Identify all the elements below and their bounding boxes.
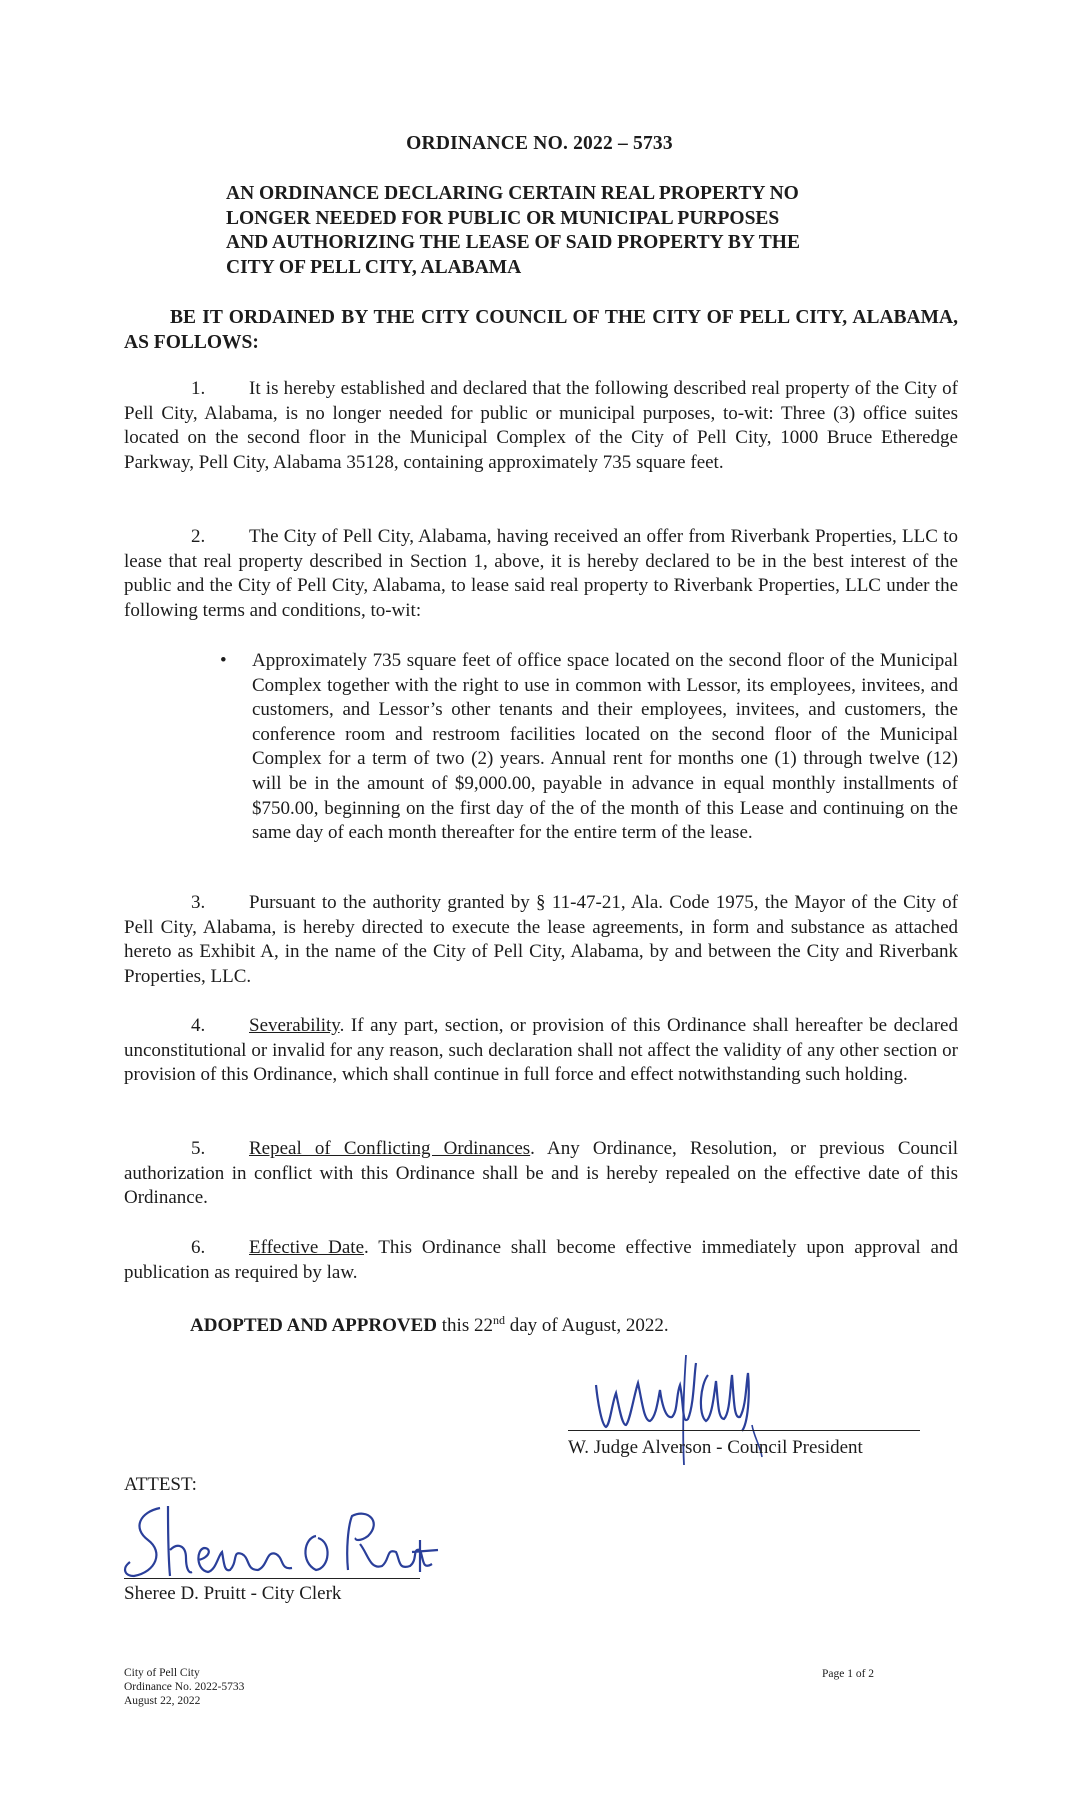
ordinance-heading	[226, 182, 886, 280]
section-number: 3.	[191, 892, 206, 913]
adoption-bold: ADOPTED AND APPROVED	[190, 1315, 438, 1336]
bullet-icon: •	[220, 650, 227, 671]
section-text: It is hereby established and declared that the following described real property of the City of Pell City, Alabama, is no longer needed for public or municipal purposes, to-wit: Three (3) office suites located on the second floor in the Municipal Complex of the City of Pell City, 1000 Bruce Etheredge Parkway, Pell City, Alabama 35128, containing approximately 735 square feet.	[124, 378, 958, 473]
heading-line: AND AUTHORIZING THE LEASE OF SAID PROPERTY BY THE	[226, 232, 800, 253]
bullet-text: Approximately 735 square feet of office space located on the second floor of the Municipal Complex together with the right to use in common with Lessor, its employees, invitees, and customers, and Lessor’s other tenants and their employees, invitees, and customers, the conference room and restroom facilities located on the second floor of the Municipal Complex for a term of two (2) years. Annual rent for months one (1) through twelve (12) will be in the amount of $9,000.00, payable in advance in equal monthly installments of $750.00, beginning on the first day of the of the month of this Lease and continuing on the same day of each month thereafter for the entire term of the lease.	[252, 650, 958, 844]
president-signature-caption: W. Judge Alverson - Council President	[568, 1437, 863, 1458]
section-number: 5.	[191, 1138, 206, 1159]
footer-line: City of Pell City	[124, 1667, 200, 1679]
president-signature-line	[568, 1430, 920, 1431]
section-number: 1.	[191, 378, 206, 399]
clerk-signature-caption: Sheree D. Pruitt - City Clerk	[124, 1583, 342, 1604]
ordaining-clause: BE IT ORDAINED BY THE CITY COUNCIL OF THE CITY OF PELL CITY, ALABAMA, AS FOLLOWS:	[124, 307, 958, 353]
heading-line: CITY OF PELL CITY, ALABAMA	[226, 256, 522, 278]
section-text: . Any Ordinance, Resolution, or previous Council authorization in conflict with this Ordinance shall be and is hereby repealed on the effective date of this Ordinance.	[124, 1138, 959, 1209]
section-label: Severability	[249, 1015, 340, 1036]
footer-line: August 22, 2022	[124, 1695, 201, 1707]
section-number: 4.	[191, 1015, 206, 1036]
adoption-sup: nd	[492, 1313, 505, 1327]
section-3	[124, 891, 958, 989]
attest-label: ATTEST:	[124, 1474, 197, 1495]
section-text: . This Ordinance shall become effective immediately upon approval and publication as required by law.	[124, 1237, 958, 1283]
section-1	[124, 377, 958, 475]
section-number: 6.	[191, 1237, 206, 1258]
ordinance-title: ORDINANCE NO. 2022 – 5733	[406, 133, 673, 154]
page-number: Page 1 of 2	[822, 1668, 875, 1680]
clerk-signature-scribble	[120, 1500, 440, 1590]
heading-line: LONGER NEEDED FOR PUBLIC OR MUNICIPAL PURPOSES	[226, 207, 780, 229]
section-number: 2.	[191, 526, 206, 547]
section-6	[124, 1236, 958, 1285]
footer-line: Ordinance No. 2022-5733	[124, 1681, 245, 1693]
adoption-post: day of August, 2022.	[504, 1315, 669, 1336]
section-text: Pursuant to the authority granted by § 11-47-21, Ala. Code 1975, the Mayor of the City of Pell City, Alabama, is hereby directed to execute the lease agreements, in form and substance as attached hereto as Exhibit A, in the name of the City of Pell City, Alabama, by and between the City and Riverbank Properties, LLC.	[124, 892, 958, 987]
section-text: . If any part, section, or provision of this Ordinance shall hereafter be declared unconstitutional or invalid for any reason, such declaration shall not affect the validity of any other section or provision of this Ordinance, which shall continue in full force and effect notwithstanding such holding.	[124, 1015, 958, 1086]
clerk-signature-line	[124, 1578, 420, 1579]
lease-terms-bullet	[220, 649, 958, 846]
section-label: Effective Date	[249, 1237, 364, 1258]
adoption-statement	[190, 1313, 669, 1337]
document-footer	[124, 1666, 244, 1708]
adoption-pre: this 22	[437, 1315, 493, 1336]
section-2	[124, 525, 958, 623]
section-text: The City of Pell City, Alabama, having received an offer from Riverbank Properties, LLC to lease that real property described in Section 1, above, it is hereby declared to be in the best interest of the public and the City of Pell City, Alabama, to lease said real property to Riverbank Properties, LLC under the following terms and conditions, to-wit:	[124, 526, 958, 621]
heading-line: AN ORDINANCE DECLARING CERTAIN REAL PROPERTY NO	[226, 183, 799, 204]
section-4	[124, 1014, 958, 1088]
section-label: Repeal of Conflicting Ordinances	[249, 1138, 531, 1159]
section-5	[124, 1137, 958, 1211]
